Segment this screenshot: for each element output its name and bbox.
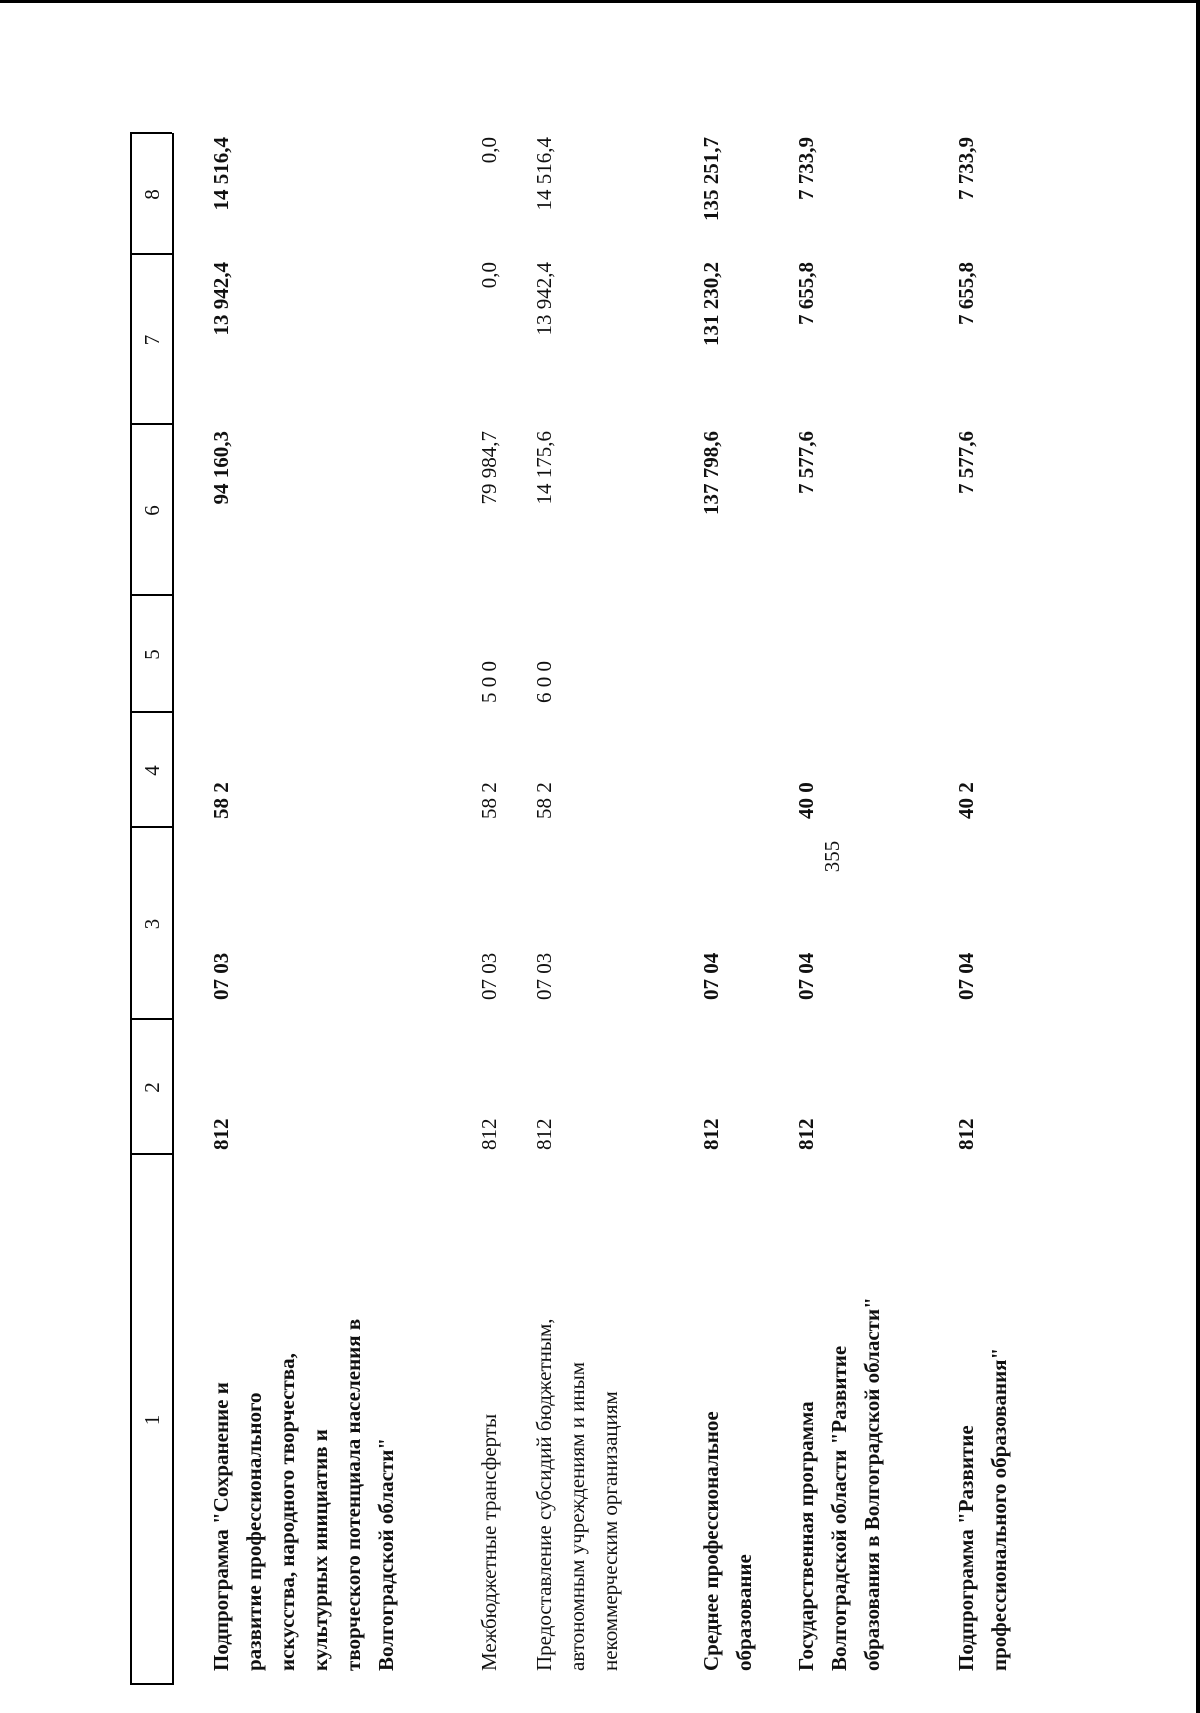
row-6-col-2: 812 bbox=[954, 1118, 978, 1150]
row-4-col-7: 131 230,2 bbox=[699, 262, 723, 346]
header-col-4: 4 bbox=[140, 765, 164, 776]
header-col-1: 1 bbox=[140, 1414, 164, 1426]
page-number: 355 bbox=[820, 840, 844, 873]
row-6-col-6: 7 577,6 bbox=[954, 431, 978, 494]
row-4-col-2: 812 bbox=[699, 1118, 723, 1150]
row-6-col-4: 40 2 bbox=[954, 782, 978, 819]
row-5-col-3: 07 04 bbox=[794, 952, 818, 1000]
row-3-col-7: 13 942,4 bbox=[532, 262, 556, 336]
row-3-col-6: 14 175,6 bbox=[532, 431, 556, 505]
row-2-col-6: 79 984,7 bbox=[477, 431, 501, 505]
row-1-col-2: 812 bbox=[209, 1118, 233, 1150]
row-6-label: Подпрограмма "Развитие профессионального образования" bbox=[954, 1347, 1011, 1671]
header-col-6: 6 bbox=[140, 505, 164, 516]
header-col-3: 3 bbox=[140, 918, 164, 930]
row-3-col-2: 812 bbox=[532, 1118, 556, 1150]
row-1-col-6: 94 160,3 bbox=[209, 431, 233, 505]
row-6-col-3: 07 04 bbox=[954, 952, 978, 1000]
row-1-col-4: 58 2 bbox=[209, 782, 233, 819]
row-6-col-7: 7 655,8 bbox=[954, 262, 978, 325]
row-3-label: Предоставление субсидий бюджетным, автономным учреждениям и иным некоммерческим организациям bbox=[532, 1318, 622, 1671]
row-4-col-6: 137 798,6 bbox=[699, 431, 723, 515]
row-2-col-2: 812 bbox=[477, 1118, 501, 1150]
row-2-label: Межбюджетные трансферты bbox=[477, 1413, 501, 1671]
row-3-col-4: 58 2 bbox=[532, 782, 556, 819]
row-5-col-8: 7 733,9 bbox=[794, 137, 818, 200]
row-2-col-4: 58 2 bbox=[477, 782, 501, 819]
row-1-col-3: 07 03 bbox=[209, 952, 233, 1000]
row-4-col-8: 135 251,7 bbox=[699, 137, 723, 221]
row-2-col-3: 07 03 bbox=[477, 952, 501, 1000]
row-5-label: Государственная программа Волгоградской области "Развитие образования в Волгоградской области" bbox=[794, 1297, 884, 1671]
row-3-col-3: 07 03 bbox=[532, 952, 556, 1000]
header-top-rule bbox=[130, 133, 132, 1685]
row-4-label: Среднее профессиональное образование bbox=[699, 1411, 756, 1671]
row-5-col-6: 7 577,6 bbox=[794, 431, 818, 494]
row-4-col-3: 07 04 bbox=[699, 952, 723, 1000]
header-col-2: 2 bbox=[140, 1082, 164, 1093]
row-2-col-8: 0,0 bbox=[477, 137, 501, 164]
header-col-8: 8 bbox=[140, 189, 164, 200]
row-3-col-8: 14 516,4 bbox=[532, 137, 556, 211]
row-1-col-7: 13 942,4 bbox=[209, 262, 233, 336]
row-5-col-4: 40 0 bbox=[794, 782, 818, 819]
row-2-col-7: 0,0 bbox=[477, 262, 501, 289]
row-1-col-8: 14 516,4 bbox=[209, 137, 233, 211]
row-5-col-7: 7 655,8 bbox=[794, 262, 818, 325]
row-1-label: Подпрограмма "Сохранение и развитие профессионального искусства, народного творчества, культурных инициатив и творческого потенциала населения в Волгоградской области" bbox=[209, 1318, 398, 1671]
row-5-col-2: 812 bbox=[794, 1118, 818, 1150]
header-col-5: 5 bbox=[140, 649, 164, 660]
header-col-7: 7 bbox=[140, 334, 164, 346]
row-3-col-5: 6 0 0 bbox=[532, 661, 556, 703]
header-bottom-rule bbox=[172, 133, 174, 1685]
row-2-col-5: 5 0 0 bbox=[477, 661, 501, 703]
row-6-col-8: 7 733,9 bbox=[954, 137, 978, 200]
